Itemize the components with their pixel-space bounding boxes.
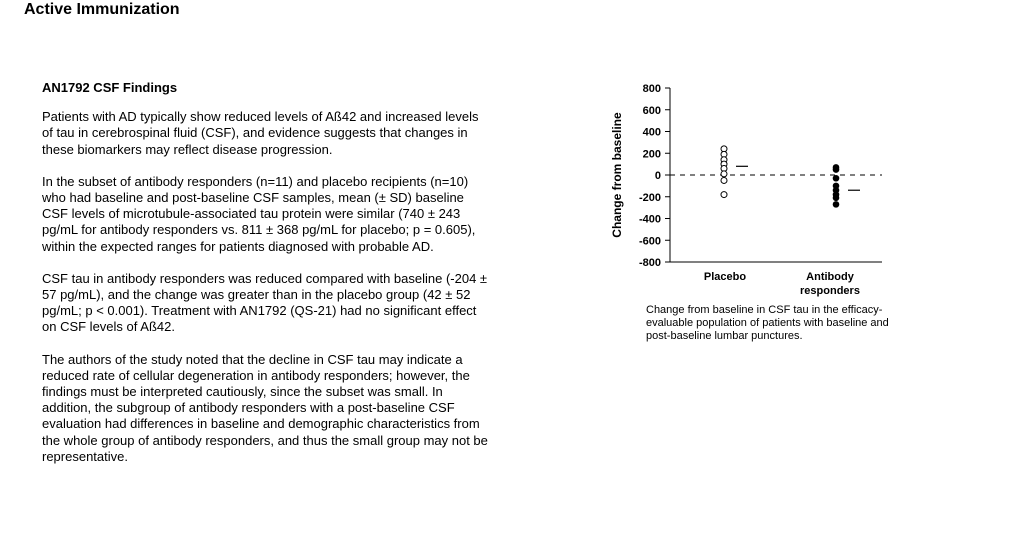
category-label: Antibody (806, 271, 854, 283)
data-point-responder (833, 166, 840, 173)
y-tick-label: -400 (638, 213, 661, 226)
paragraph-results: CSF tau in antibody responders was reduced compared with baseline (-204 ± 57 pg/mL), and the change was greater than in the placebo group (42 ± 52 pg/mL; p < 0.001). Treatment with AN1792 (QS-21) had no significant effect on CSF levels of Aß42. (42, 270, 488, 335)
page-title: Active Immunization (24, 1, 180, 18)
y-axis-label: Change from baseline (610, 112, 624, 238)
paragraph-intro: Patients with AD typically show reduced levels of Aß42 and increased levels of tau in cerebrospinal fluid (CSF), and evidence suggests that changes in these biomarkers may reflect disease progression. (42, 109, 479, 157)
y-tick-label: 200 (642, 148, 661, 161)
article-body (42, 80, 492, 481)
category-label: responders (800, 285, 860, 297)
data-point-placebo (721, 177, 727, 183)
paragraph-discussion: The authors of the study noted that the decline in CSF tau may indicate a reduced rate of cellular degeneration in antibody responders; however, the findings must be interpreted cautiously, since the subset was small. In addition, the subgroup of antibody responders with a post-baseline CSF evaluation had differences in baseline and demographic characteristics from the whole group of antibody responders, and thus the small group may not be representative. (42, 351, 488, 464)
category-label: Placebo (703, 271, 747, 283)
y-tick-label: 600 (642, 104, 661, 117)
data-point-placebo (721, 192, 727, 198)
paragraph-baseline: In the subset of antibody responders (n=11) and placebo recipients (n=10) who had baseline and post-baseline CSF samples, mean (± SD) baseline CSF levels of microtubule-associated tau protein were similar (740 ± 243 pg/mL for antibody responders vs. 811 ± 368 pg/mL for placebo; p = 0.605), within the expected ranges for patients diagnosed with probable AD. (42, 173, 476, 254)
data-point-responder (833, 175, 840, 182)
section-heading: AN1792 CSF Findings (42, 80, 178, 95)
y-tick-label: 800 (642, 83, 661, 95)
scatter-chart (600, 76, 900, 306)
y-tick-label: 400 (642, 126, 661, 139)
figure-caption: Change from baseline in CSF tau in the efficacy-evaluable population of patients with baseline and post-baseline lumbar punctures. (646, 304, 889, 342)
y-tick-label: -800 (638, 257, 661, 269)
y-tick-label: -200 (638, 191, 661, 204)
y-tick-label: 0 (654, 170, 661, 182)
data-point-responder (833, 195, 840, 202)
data-point-placebo (721, 171, 727, 177)
data-point-responder (833, 201, 840, 208)
y-tick-label: -600 (638, 235, 661, 248)
